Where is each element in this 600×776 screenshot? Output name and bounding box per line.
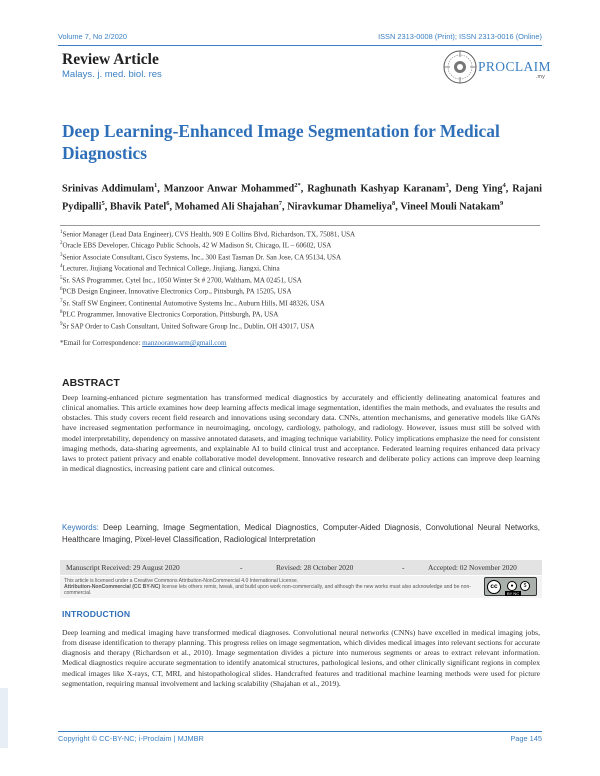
author-name: Mohamed Ali Shajahan xyxy=(174,201,279,213)
affiliation-mark: 3 xyxy=(60,252,63,258)
cc-badge-label: BY NC xyxy=(507,591,520,596)
affiliation-mark: 6 xyxy=(60,287,63,293)
keywords-label: Keywords: xyxy=(62,523,99,532)
license-notice xyxy=(60,576,542,598)
affiliation-item xyxy=(60,251,540,262)
volume-info: Volume 7, No 2/2020 xyxy=(58,32,128,41)
author-name: Vineel Mouli Natakam xyxy=(400,201,500,213)
cc-icon: cc xyxy=(487,580,501,594)
affiliation-text: Lecturer, Jiujiang Vocational and Technical College, Jiujiang, Jiangxi, China xyxy=(62,264,280,273)
affiliation-mark: 5 xyxy=(60,275,63,281)
author-affiliation-mark: 8 xyxy=(391,199,396,207)
running-header xyxy=(58,32,542,44)
author-name: Bhavik Patel xyxy=(109,201,167,213)
affiliation-text: Oracle EBS Developer, Chicago Public Schools, 42 W Madison St, Chicago, IL – 60602, USA xyxy=(62,241,332,250)
date-separator: - xyxy=(240,563,243,572)
affiliation-item xyxy=(60,262,540,273)
author-affiliation-mark: 7 xyxy=(278,199,283,207)
license-text xyxy=(64,578,484,597)
affiliation-mark: 7 xyxy=(60,298,63,304)
license-type: Attribution-NonCommercial (CC BY-NC) xyxy=(64,584,161,591)
manuscript-dates-band xyxy=(60,560,542,575)
affiliation-mark: 9 xyxy=(60,321,63,327)
affiliation-mark: 4 xyxy=(60,264,63,270)
correspondence-label: *Email for Correspondence: xyxy=(60,339,143,347)
abstract-text: Deep learning-enhanced picture segmentation has transformed medical diagnostics by accurately and efficiently delineating anatomical features and clinical anomalies. This article examines how deep learning affects medical image segmentation, identifies the main methods, and evaluates the results and obstacles. This study covers recent field research and innovations using secondary data. CNNs, attention mechanisms, and generative models like GANs have increased segmentation performance in neuroimaging, oncology, cardiology, pathology, and radiology. However, issues must still be solved with model interpretability, dependency on massive annotated datasets, and imaging technique variability. Policy implications emphasize the need for consistent imaging methods, data-sharing agreements, and explainable AI to build clinical trust and acceptance. Federated learning requires enhanced data privacy laws to protect patient privacy and enable collaborative model development. Innovative research and deliberate policy actions can improve deep learning in medical diagnostics, increasing patient care and clinical outcomes. xyxy=(62,393,540,474)
author-name: Manzoor Anwar Mohammed xyxy=(163,183,295,195)
introduction-text: Deep learning and medical imaging have transformed medical diagnoses. Convolutional neural networks (CNNs) have excelled in medical imaging jobs, from disease identification to therapy planning. This progress relies on image segmentation, which divides medical images into relevant sections for accurate diagnosis and therapy (Richardson et al., 2010). Image segmentation divides a picture into numerous segments or areas to extract relevant information. Medical diagnostics require accurate segmentation to identify anatomical structures, pathological lesions, and other clinically significant regions in complex medical images like X-rays, CT, MRI, and histopathological slides. Handcrafted features and traditional machine learning methods were used for picture segmentation, requiring manual involvement and lacking scalability (Shajahan et al., 2019). xyxy=(62,628,540,688)
correspondence xyxy=(60,339,227,347)
author-affiliation-mark: 2* xyxy=(294,182,301,189)
affiliation-list xyxy=(60,225,540,331)
affiliation-text: Senior Associate Consultant, Cisco Systems, Inc., 300 East Tasman Dr. San Jose, CA 95134, USA xyxy=(62,253,342,262)
author-name: Srinivas Addimulam xyxy=(62,183,155,195)
affiliation-text: Sr. Staff SW Engineer, Continental Automotive Systems Inc., Auburn Hills, MI 48326, USA xyxy=(62,299,325,308)
affiliation-mark: 8 xyxy=(60,310,63,316)
footer-rule xyxy=(58,731,542,732)
author-affiliation-mark: 1 xyxy=(154,182,158,189)
correspondence-email-link[interactable]: manzooranwarm@gmail.com xyxy=(142,339,227,347)
publisher-logo[interactable] xyxy=(442,49,551,89)
affiliation-text: PLC Programmer, Innovative Electronics Corporation, Pittsburgh, PA, USA xyxy=(62,310,279,319)
license-description: license lets others remix, tweak, and build upon work non-commercially, and although the new works must also acknowledge and be non-commercial. xyxy=(64,584,472,597)
accepted-date: Accepted: 02 November 2020 xyxy=(428,563,517,572)
author-affiliation-mark: 4 xyxy=(502,182,506,189)
affiliation-text: PCB Design Engineer, Innovative Electronics Corp., Pittsburgh, PA 15205, USA xyxy=(62,287,292,296)
affiliation-item xyxy=(60,285,540,296)
date-separator: - xyxy=(402,563,405,572)
author-name: Niravkumar Dhameliya xyxy=(287,201,392,213)
author-name: Deng Ying xyxy=(455,183,503,195)
affiliation-mark: 1 xyxy=(60,230,63,235)
issn-info: ISSN 2313-0008 (Print); ISSN 2313-0016 (Online) xyxy=(378,32,542,41)
affiliation-item xyxy=(60,308,540,319)
author-name: Rajani Pydipalli xyxy=(62,183,542,213)
author-list: Srinivas Addimulam$^1$, Manzoor Anwar Mohammed$^{2*}$, Raghunath Kashyap Karanam$^3$, Deng Ying$^4$, Rajani Pydipalli$^5$, Bhavik Patel$^6$, Mohamed Ali Shajahan$^7$, Niravkumar Dhameliya$^8$, Vineel Mouli Natakam$^9$ xyxy=(62,182,542,213)
author-affiliation-mark: 6 xyxy=(166,199,170,207)
license-line-1: This article is licensed under a Creative Commons Attribution-NonCommercial 4.0 International License. xyxy=(64,578,299,584)
keywords-text: Deep Learning, Image Segmentation, Medical Diagnostics, Computer-Aided Diagnosis, Convolutional Neural Networks, Healthcare Imaging, Pixel-level Classification, Radiological Interpretation xyxy=(62,523,540,544)
header-rule xyxy=(58,45,542,46)
affiliation-item xyxy=(60,297,540,308)
author-name: Raghunath Kashyap Karanam xyxy=(307,183,446,195)
affiliation-text: Senior Manager (Lead Data Engineer), CVS Health, 909 E Collins Blvd, Richardson, TX, 75081, USA xyxy=(62,230,356,239)
author-affiliation-mark: 5 xyxy=(101,199,105,207)
journal-abbrev: Malays. j. med. biol. res xyxy=(62,69,162,80)
logo-suffix: .my xyxy=(536,74,545,80)
affiliation-text: Sr SAP Order to Cash Consultant, United Software Group Inc., Dublin, OH 43017, USA xyxy=(62,321,315,330)
introduction-heading: INTRODUCTION xyxy=(62,609,131,619)
revised-date: Revised: 28 October 2020 xyxy=(276,563,354,572)
received-date: Manuscript Received: 29 August 2020 xyxy=(66,563,180,572)
affiliation-text: Sr. SAS Programmer, Cytel Inc., 1050 Winter St # 2700, Waltham, MA 02451, USA xyxy=(62,276,302,285)
article-type: Review Article xyxy=(62,51,159,68)
abstract-heading: ABSTRACT xyxy=(62,377,120,389)
affiliation-mark: 2 xyxy=(60,241,63,247)
affiliation-item xyxy=(60,228,540,239)
by-icon: ● xyxy=(507,581,517,591)
affiliation-item xyxy=(60,320,540,331)
author-affiliation-mark: 9 xyxy=(499,199,504,207)
paper-title: Deep Learning-Enhanced Image Segmentation for Medical Diagnostics xyxy=(62,121,500,163)
copyright-notice: Copyright © CC-BY-NC; i-Proclaim | MJMBR xyxy=(58,734,204,743)
logo-name: PROCLAIM xyxy=(478,59,551,74)
license-line-2 xyxy=(64,584,484,596)
affiliation-item xyxy=(60,274,540,285)
proclaim-emblem-icon xyxy=(442,49,478,85)
affiliation-item xyxy=(60,239,540,250)
page-number: Page 145 xyxy=(510,734,542,743)
running-footer xyxy=(58,734,542,746)
nc-icon: $ xyxy=(520,581,530,591)
page-side-tab xyxy=(0,688,8,748)
keywords xyxy=(62,522,540,545)
cc-license-badge[interactable] xyxy=(484,577,537,596)
author-affiliation-mark: 3 xyxy=(445,182,449,189)
